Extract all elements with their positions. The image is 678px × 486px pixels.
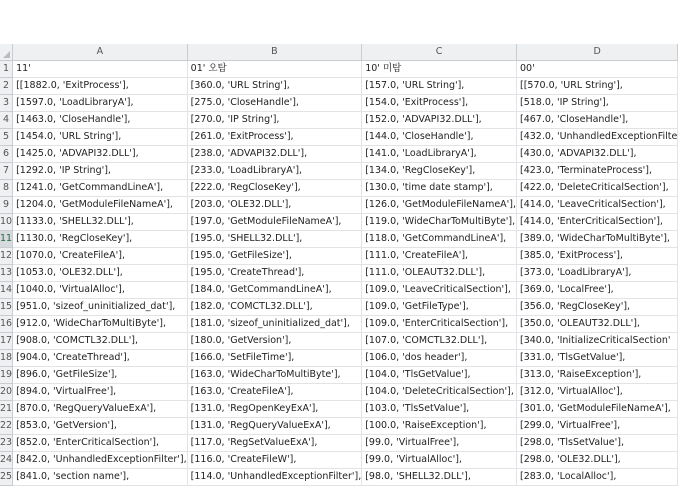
cell-d24[interactable]: [298.0, 'OLE32.DLL'], [517, 452, 678, 469]
sheet-row [0, 333, 678, 350]
cell-a5[interactable]: [1454.0, 'URL String'], [13, 129, 188, 146]
cell-a8[interactable]: [1241.0, 'GetCommandLineA'], [13, 180, 188, 197]
cell-c22[interactable]: [100.0, 'RaiseException'], [362, 418, 517, 435]
cell-d6[interactable]: [430.0, 'ADVAPI32.DLL'], [517, 146, 678, 163]
sheet-row [0, 469, 678, 486]
cell-b7[interactable]: [233.0, 'LoadLibraryA'], [187, 163, 362, 180]
cell-c2[interactable]: [157.0, 'URL String'], [362, 78, 517, 95]
row-header[interactable]: 22 [0, 418, 13, 435]
cell-d9[interactable]: [414.0, 'LeaveCriticalSection'], [517, 197, 678, 214]
sheet-row [0, 112, 678, 129]
cell-c18[interactable]: [106.0, 'dos header'], [362, 350, 517, 367]
row-header[interactable]: 16 [0, 316, 13, 333]
cell-d20[interactable]: [312.0, 'VirtualAlloc'], [517, 384, 678, 401]
cell-c7[interactable]: [134.0, 'RegCloseKey'], [362, 163, 517, 180]
cell-d14[interactable]: [369.0, 'LocalFree'], [517, 282, 678, 299]
sheet-row [0, 163, 678, 180]
cell-b12[interactable]: [195.0, 'GetFileSize'], [187, 248, 362, 265]
cell-a9[interactable]: [1204.0, 'GetModuleFileNameA'], [13, 197, 188, 214]
column-header-d[interactable]: D [517, 44, 678, 61]
cell-b17[interactable]: [180.0, 'GetVersion'], [187, 333, 362, 350]
cell-c14[interactable]: [109.0, 'LeaveCriticalSection'], [362, 282, 517, 299]
cell-c6[interactable]: [141.0, 'LoadLibraryA'], [362, 146, 517, 163]
sheet-row [0, 367, 678, 384]
cell-d17[interactable]: [340.0, 'InitializeCriticalSection' [517, 333, 678, 350]
row-header[interactable]: 15 [0, 299, 13, 316]
cell-a17[interactable]: [908.0, 'COMCTL32.DLL'], [13, 333, 188, 350]
cell-b24[interactable]: [116.0, 'CreateFileW'], [187, 452, 362, 469]
cell-d7[interactable]: [423.0, 'TerminateProcess'], [517, 163, 678, 180]
cell-a12[interactable]: [1070.0, 'CreateFileA'], [13, 248, 188, 265]
cell-d12[interactable]: [385.0, 'ExitProcess'], [517, 248, 678, 265]
cell-c13[interactable]: [111.0, 'OLEAUT32.DLL'], [362, 265, 517, 282]
cell-c20[interactable]: [104.0, 'DeleteCriticalSection'], [362, 384, 517, 401]
cell-a20[interactable]: [894.0, 'VirtualFree'], [13, 384, 188, 401]
cell-a1[interactable]: 11' [13, 61, 188, 78]
cell-b22[interactable]: [131.0, 'RegQueryValueExA'], [187, 418, 362, 435]
cell-b2[interactable]: [360.0, 'URL String'], [187, 78, 362, 95]
cell-b10[interactable]: [197.0, 'GetModuleFileNameA'], [187, 214, 362, 231]
row-header[interactable]: 4 [0, 112, 13, 129]
sheet-row [0, 197, 678, 214]
sheet-row [0, 146, 678, 163]
cell-a6[interactable]: [1425.0, 'ADVAPI32.DLL'], [13, 146, 188, 163]
cell-c4[interactable]: [152.0, 'ADVAPI32.DLL'], [362, 112, 517, 129]
sheet-row [0, 350, 678, 367]
sheet-row [0, 78, 678, 95]
column-header-a[interactable]: A [13, 44, 188, 61]
cell-c19[interactable]: [104.0, 'TlsGetValue'], [362, 367, 517, 384]
cell-c24[interactable]: [99.0, 'VirtualAlloc'], [362, 452, 517, 469]
cell-a25[interactable]: [841.0, 'section name'], [13, 469, 188, 486]
cell-a15[interactable]: [951.0, 'sizeof_uninitialized_dat'], [13, 299, 188, 316]
cell-d23[interactable]: [298.0, 'TlsSetValue'], [517, 435, 678, 452]
cell-b15[interactable]: [182.0, 'COMCTL32.DLL'], [187, 299, 362, 316]
cell-b20[interactable]: [163.0, 'CreateFileA'], [187, 384, 362, 401]
cell-table [0, 44, 678, 486]
row-header[interactable]: 24 [0, 452, 13, 469]
sheet-row [0, 316, 678, 333]
cell-a23[interactable]: [852.0, 'EnterCriticalSection'], [13, 435, 188, 452]
cell-d10[interactable]: [414.0, 'EnterCriticalSection'], [517, 214, 678, 231]
cell-b21[interactable]: [131.0, 'RegOpenKeyExA'], [187, 401, 362, 418]
cell-b25[interactable]: [114.0, 'UnhandledExceptionFilter'], [187, 469, 362, 486]
cell-a4[interactable]: [1463.0, 'CloseHandle'], [13, 112, 188, 129]
cell-d5[interactable]: [432.0, 'UnhandledExceptionFilte [517, 129, 678, 146]
cell-a19[interactable]: [896.0, 'GetFileSize'], [13, 367, 188, 384]
cell-c3[interactable]: [154.0, 'ExitProcess'], [362, 95, 517, 112]
row-header[interactable]: 9 [0, 197, 13, 214]
row-header[interactable]: 1 [0, 61, 13, 78]
sheet-row [0, 265, 678, 282]
cell-c8[interactable]: [130.0, 'time date stamp'], [362, 180, 517, 197]
cell-d1[interactable]: 00' [517, 61, 678, 78]
row-header[interactable]: 7 [0, 163, 13, 180]
cell-b11[interactable]: [195.0, 'SHELL32.DLL'], [187, 231, 362, 248]
cell-b14[interactable]: [184.0, 'GetCommandLineA'], [187, 282, 362, 299]
cell-c15[interactable]: [109.0, 'GetFileType'], [362, 299, 517, 316]
cell-a24[interactable]: [842.0, 'UnhandledExceptionFilter'], [13, 452, 188, 469]
cell-d4[interactable]: [467.0, 'CloseHandle'], [517, 112, 678, 129]
cell-b16[interactable]: [181.0, 'sizeof_uninitialized_dat'], [187, 316, 362, 333]
cell-d21[interactable]: [301.0, 'GetModuleFileNameA'], [517, 401, 678, 418]
sheet-row [0, 282, 678, 299]
cell-d19[interactable]: [313.0, 'RaiseException'], [517, 367, 678, 384]
spreadsheet-grid[interactable] [0, 44, 678, 482]
sheet-row [0, 61, 678, 78]
cell-d25[interactable]: [283.0, 'LocalAlloc'], [517, 469, 678, 486]
row-header[interactable]: 8 [0, 180, 13, 197]
sheet-row [0, 401, 678, 418]
cell-b9[interactable]: [203.0, 'OLE32.DLL'], [187, 197, 362, 214]
row-header[interactable]: 20 [0, 384, 13, 401]
row-header[interactable]: 21 [0, 401, 13, 418]
sheet-row [0, 384, 678, 401]
row-header[interactable]: 25 [0, 469, 13, 486]
sheet-row [0, 214, 678, 231]
select-all-corner[interactable] [0, 44, 13, 61]
cell-b6[interactable]: [238.0, 'ADVAPI32.DLL'], [187, 146, 362, 163]
cell-c16[interactable]: [109.0, 'EnterCriticalSection'], [362, 316, 517, 333]
sheet-row [0, 129, 678, 146]
row-header[interactable]: 11 [0, 231, 13, 248]
cell-d2[interactable]: [[570.0, 'URL String'], [517, 78, 678, 95]
sheet-row [0, 95, 678, 112]
cell-d16[interactable]: [350.0, 'OLEAUT32.DLL'], [517, 316, 678, 333]
cell-c25[interactable]: [98.0, 'SHELL32.DLL'], [362, 469, 517, 486]
row-header[interactable]: 14 [0, 282, 13, 299]
column-header-c[interactable]: C [362, 44, 517, 61]
sheet-row [0, 180, 678, 197]
cell-c21[interactable]: [103.0, 'TlsSetValue'], [362, 401, 517, 418]
cell-b1[interactable]: 01' 오탐 [187, 61, 362, 78]
row-header[interactable]: 13 [0, 265, 13, 282]
cell-c11[interactable]: [118.0, 'GetCommandLineA'], [362, 231, 517, 248]
row-header[interactable]: 17 [0, 333, 13, 350]
cell-c12[interactable]: [111.0, 'CreateFileA'], [362, 248, 517, 265]
cell-b23[interactable]: [117.0, 'RegSetValueExA'], [187, 435, 362, 452]
cell-b4[interactable]: [270.0, 'IP String'], [187, 112, 362, 129]
cell-a11[interactable]: [1130.0, 'RegCloseKey'], [13, 231, 188, 248]
row-header[interactable]: 6 [0, 146, 13, 163]
cell-a10[interactable]: [1133.0, 'SHELL32.DLL'], [13, 214, 188, 231]
row-header[interactable]: 18 [0, 350, 13, 367]
row-header[interactable]: 3 [0, 95, 13, 112]
row-header[interactable]: 5 [0, 129, 13, 146]
cell-b19[interactable]: [163.0, 'WideCharToMultiByte'], [187, 367, 362, 384]
cell-d11[interactable]: [389.0, 'WideCharToMultiByte'], [517, 231, 678, 248]
row-header[interactable]: 19 [0, 367, 13, 384]
sheet-row [0, 248, 678, 265]
cell-b13[interactable]: [195.0, 'CreateThread'], [187, 265, 362, 282]
cell-b18[interactable]: [166.0, 'SetFileTime'], [187, 350, 362, 367]
sheet-row [0, 452, 678, 469]
cell-b3[interactable]: [275.0, 'CloseHandle'], [187, 95, 362, 112]
cell-c5[interactable]: [144.0, 'CloseHandle'], [362, 129, 517, 146]
cell-c9[interactable]: [126.0, 'GetModuleFileNameA'], [362, 197, 517, 214]
cell-a7[interactable]: [1292.0, 'IP String'], [13, 163, 188, 180]
cell-d15[interactable]: [356.0, 'RegCloseKey'], [517, 299, 678, 316]
cell-a16[interactable]: [912.0, 'WideCharToMultiByte'], [13, 316, 188, 333]
sheet-row [0, 299, 678, 316]
cell-d13[interactable]: [373.0, 'LoadLibraryA'], [517, 265, 678, 282]
cell-b8[interactable]: [222.0, 'RegCloseKey'], [187, 180, 362, 197]
cell-c17[interactable]: [107.0, 'COMCTL32.DLL'], [362, 333, 517, 350]
cell-a22[interactable]: [853.0, 'GetVersion'], [13, 418, 188, 435]
sheet-row [0, 418, 678, 435]
cell-a2[interactable]: [[1882.0, 'ExitProcess'], [13, 78, 188, 95]
column-header-row [0, 44, 678, 61]
cell-b5[interactable]: [261.0, 'ExitProcess'], [187, 129, 362, 146]
row-header[interactable]: 10 [0, 214, 13, 231]
cell-d22[interactable]: [299.0, 'VirtualFree'], [517, 418, 678, 435]
row-header[interactable]: 23 [0, 435, 13, 452]
cell-c10[interactable]: [119.0, 'WideCharToMultiByte'], [362, 214, 517, 231]
cell-d3[interactable]: [518.0, 'IP String'], [517, 95, 678, 112]
row-header[interactable]: 12 [0, 248, 13, 265]
cell-a13[interactable]: [1053.0, 'OLE32.DLL'], [13, 265, 188, 282]
sheet-row [0, 435, 678, 452]
cell-a14[interactable]: [1040.0, 'VirtualAlloc'], [13, 282, 188, 299]
cell-a3[interactable]: [1597.0, 'LoadLibraryA'], [13, 95, 188, 112]
column-header-b[interactable]: B [187, 44, 362, 61]
row-header[interactable]: 2 [0, 78, 13, 95]
cell-d8[interactable]: [422.0, 'DeleteCriticalSection'], [517, 180, 678, 197]
cell-c1[interactable]: 10' 미탐 [362, 61, 517, 78]
sheet-row [0, 231, 678, 248]
cell-a21[interactable]: [870.0, 'RegQueryValueExA'], [13, 401, 188, 418]
cell-c23[interactable]: [99.0, 'VirtualFree'], [362, 435, 517, 452]
cell-a18[interactable]: [904.0, 'CreateThread'], [13, 350, 188, 367]
cell-d18[interactable]: [331.0, 'TlsGetValue'], [517, 350, 678, 367]
